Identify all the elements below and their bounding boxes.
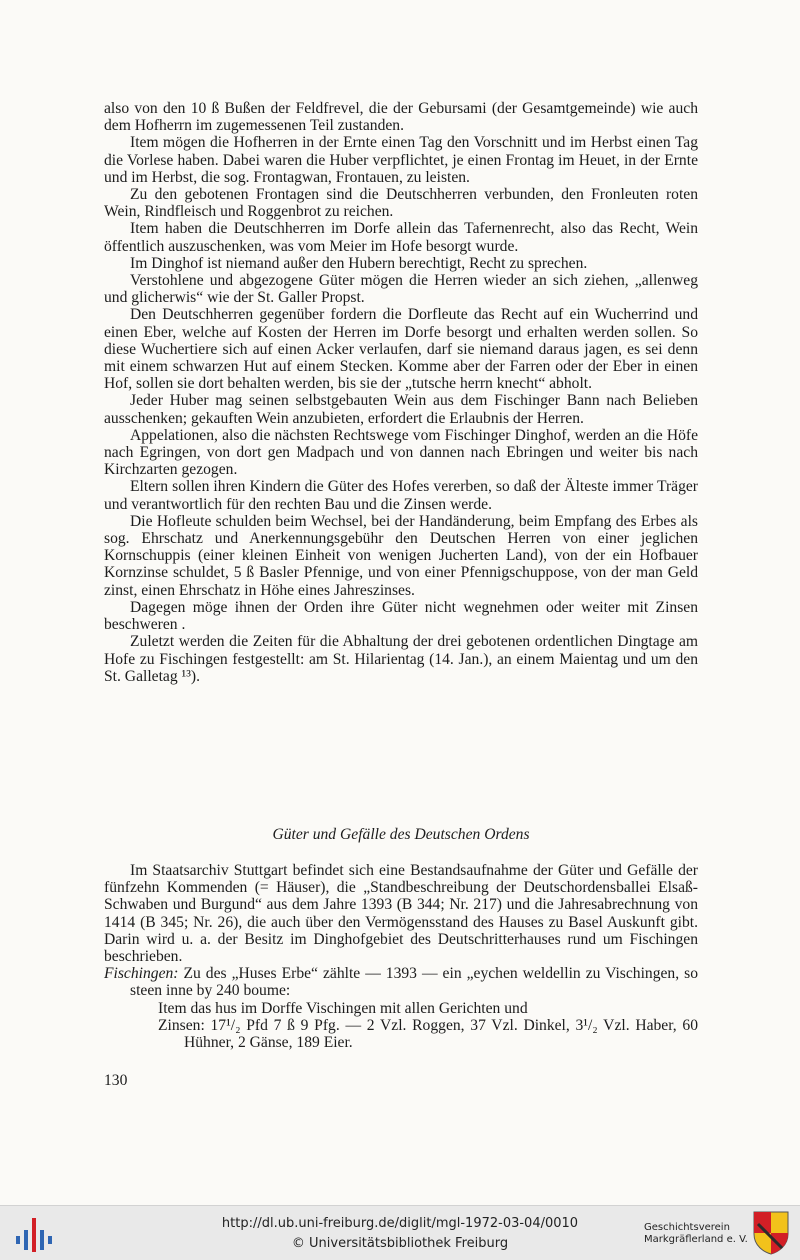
page-number: 130 xyxy=(104,1072,128,1089)
paragraph: also von den 10 ß Bußen der Feldfrevel, die der Gebursami (der Gesamtgemeinde) wie auch dem Hofherrn im zugemessenen Teil zustanden. xyxy=(104,100,698,135)
society-name[interactable] xyxy=(644,1222,748,1246)
source-url-link[interactable]: http://dl.ub.uni-freiburg.de/diglit/mgl-1972-03-04/0010 xyxy=(221,1216,579,1231)
paragraph: Dagegen möge ihnen der Orden ihre Güter nicht wegnehmen oder weiter mit Zinsen beschweren . xyxy=(104,598,698,634)
section-intro: Im Staatsarchiv Stuttgart befindet sich eine Bestandsaufnahme der Güter und Gefälle der fünfzehn Kommenden (= Häuser), die „Standbeschreibung der Deutschordensballei Elsaß-Schwaben und Burgund“ aus dem Jahre 1393 (B 344; Nr. 217) und die Jahresabrechnung von 1414 (B 345; Nr. 26), die auch über den Vermögensstand des Hauses zu Basel Auskunft gibt. Darin wird u. a. der Besitz im Dinghofgebiet des Deutschritterhauses rund um Fischingen beschrieben. xyxy=(104,862,698,966)
footer-bar xyxy=(0,1205,800,1260)
paragraph: Item mögen die Hofherren in der Ernte einen Tag den Vorschnitt und im Herbst einen Tag die Vorlese haben. Dabei waren die Huber verpflichtet, je einen Frontag im Heuet, in der Ernte und im Herbst, die sog. Frontagwan, Frontauen, zu leisten. xyxy=(104,134,698,186)
paragraph: Verstohlene und abgezogene Güter mögen die Herren wieder an sich ziehen, „allenweg und glicherwis“ wie der St. Galler Propst. xyxy=(104,272,698,307)
section-text xyxy=(104,862,698,1051)
paragraph: Die Hofleute schulden beim Wechsel, bei der Handänderung, beim Empfang des Erbes als sog. Ehrschatz und Anerkennungsgebühr den Deutschen Herren von einer jeglichen Kornschuppis (einer kleinen Einheit von wenigen Jucherten Land), von der ein Hofbauer Kornzinse schuldet, 5 ß Basler Pfennige, und von einer Pfennigschuppose, von der man Geld zinst, einen Ehrschatz in Höhe eines Jahreszinses. xyxy=(104,512,698,599)
coat-of-arms-icon[interactable] xyxy=(752,1210,790,1256)
society-line-1: Geschichtsverein xyxy=(644,1222,730,1233)
paragraph: Zuletzt werden die Zeiten für die Abhaltung der drei gebotenen ordentlichen Dingtage am Hofe zu Fischingen festgestellt: am St. Hilarientag (14. Jan.), an einem Maientag und um den St. Galletag ¹³). xyxy=(104,633,698,685)
section-heading: Güter und Gefälle des Deutschen Ordens xyxy=(272,826,530,843)
paragraph: Jeder Huber mag seinen selbstgebauten Wein aus dem Fischinger Bann nach Belieben ausschenken; gekauften Wein anzubieten, erfordert die Erlaubnis der Herren. xyxy=(104,392,698,427)
copyright-text: © Universitätsbibliothek Freiburg xyxy=(291,1236,509,1251)
entry-label: Fischingen: xyxy=(104,965,179,983)
paragraph: Eltern sollen ihren Kindern die Güter des Hofes vererben, so daß der Älteste immer Träger und verantwortlich für den rechten Bau und die Zinsen werde. xyxy=(104,478,698,513)
entry-text: Zu des „Huses Erbe“ zählte — 1393 — ein „eychen weldellin zu Vischingen, so steen inne by 240 boume: xyxy=(130,965,698,1000)
society-line-2: Markgräflerland e. V. xyxy=(644,1234,748,1245)
entry-zinsen: Zinsen: 17¹/₂ Pfd 7 ß 9 Pfg. — 2 Vzl. Roggen, 37 Vzl. Dinkel, 3¹/₂ Vzl. Haber, 60 Hühner, 2 Gänse, 189 Eier. xyxy=(158,1016,698,1052)
entry-fischingen xyxy=(104,965,698,999)
paragraph: Den Deutschherren gegenüber fordern die Dorfleute das Recht auf ein Wucherrind und einen Eber, welche auf Kosten der Herren im Dorfe besorgt und erhalten werden sollen. So diese Wuchertiere sich auf einen Acker verlaufen, darf sie niemand daraus jagen, es sei denn mit einem schwarzen Hut auf einem Stecken. Komme aber der Farren oder der Eber in einen Hof, sollen sie dort behalten werden, bis sie der „tutsche herrn knecht“ abholt. xyxy=(104,306,698,393)
body-text xyxy=(104,100,698,685)
entry-item: Item das hus im Dorffe Vischingen mit allen Gerichten und xyxy=(158,999,528,1017)
paragraph: Im Dinghof ist niemand außer den Hubern berechtigt, Recht zu sprechen. xyxy=(130,254,588,272)
paragraph: Zu den gebotenen Frontagen sind die Deutschherren verbunden, den Fronleuten roten Wein, Rindfleisch und Roggenbrot zu reichen. xyxy=(104,186,698,221)
paragraph: Appelationen, also die nächsten Rechtswege vom Fischinger Dinghof, werden an die Höfe nach Egringen, von dort gen Madpach und von dannen nach Ebringen und weiter bis nach Kirchzarten gezogen. xyxy=(104,426,698,479)
paragraph: Item haben die Deutschherren im Dorfe allein das Tafernenrecht, also das Recht, Wein öffentlich auszuschenken, was vom Meier im Hofe besorgt wurde. xyxy=(104,220,698,255)
